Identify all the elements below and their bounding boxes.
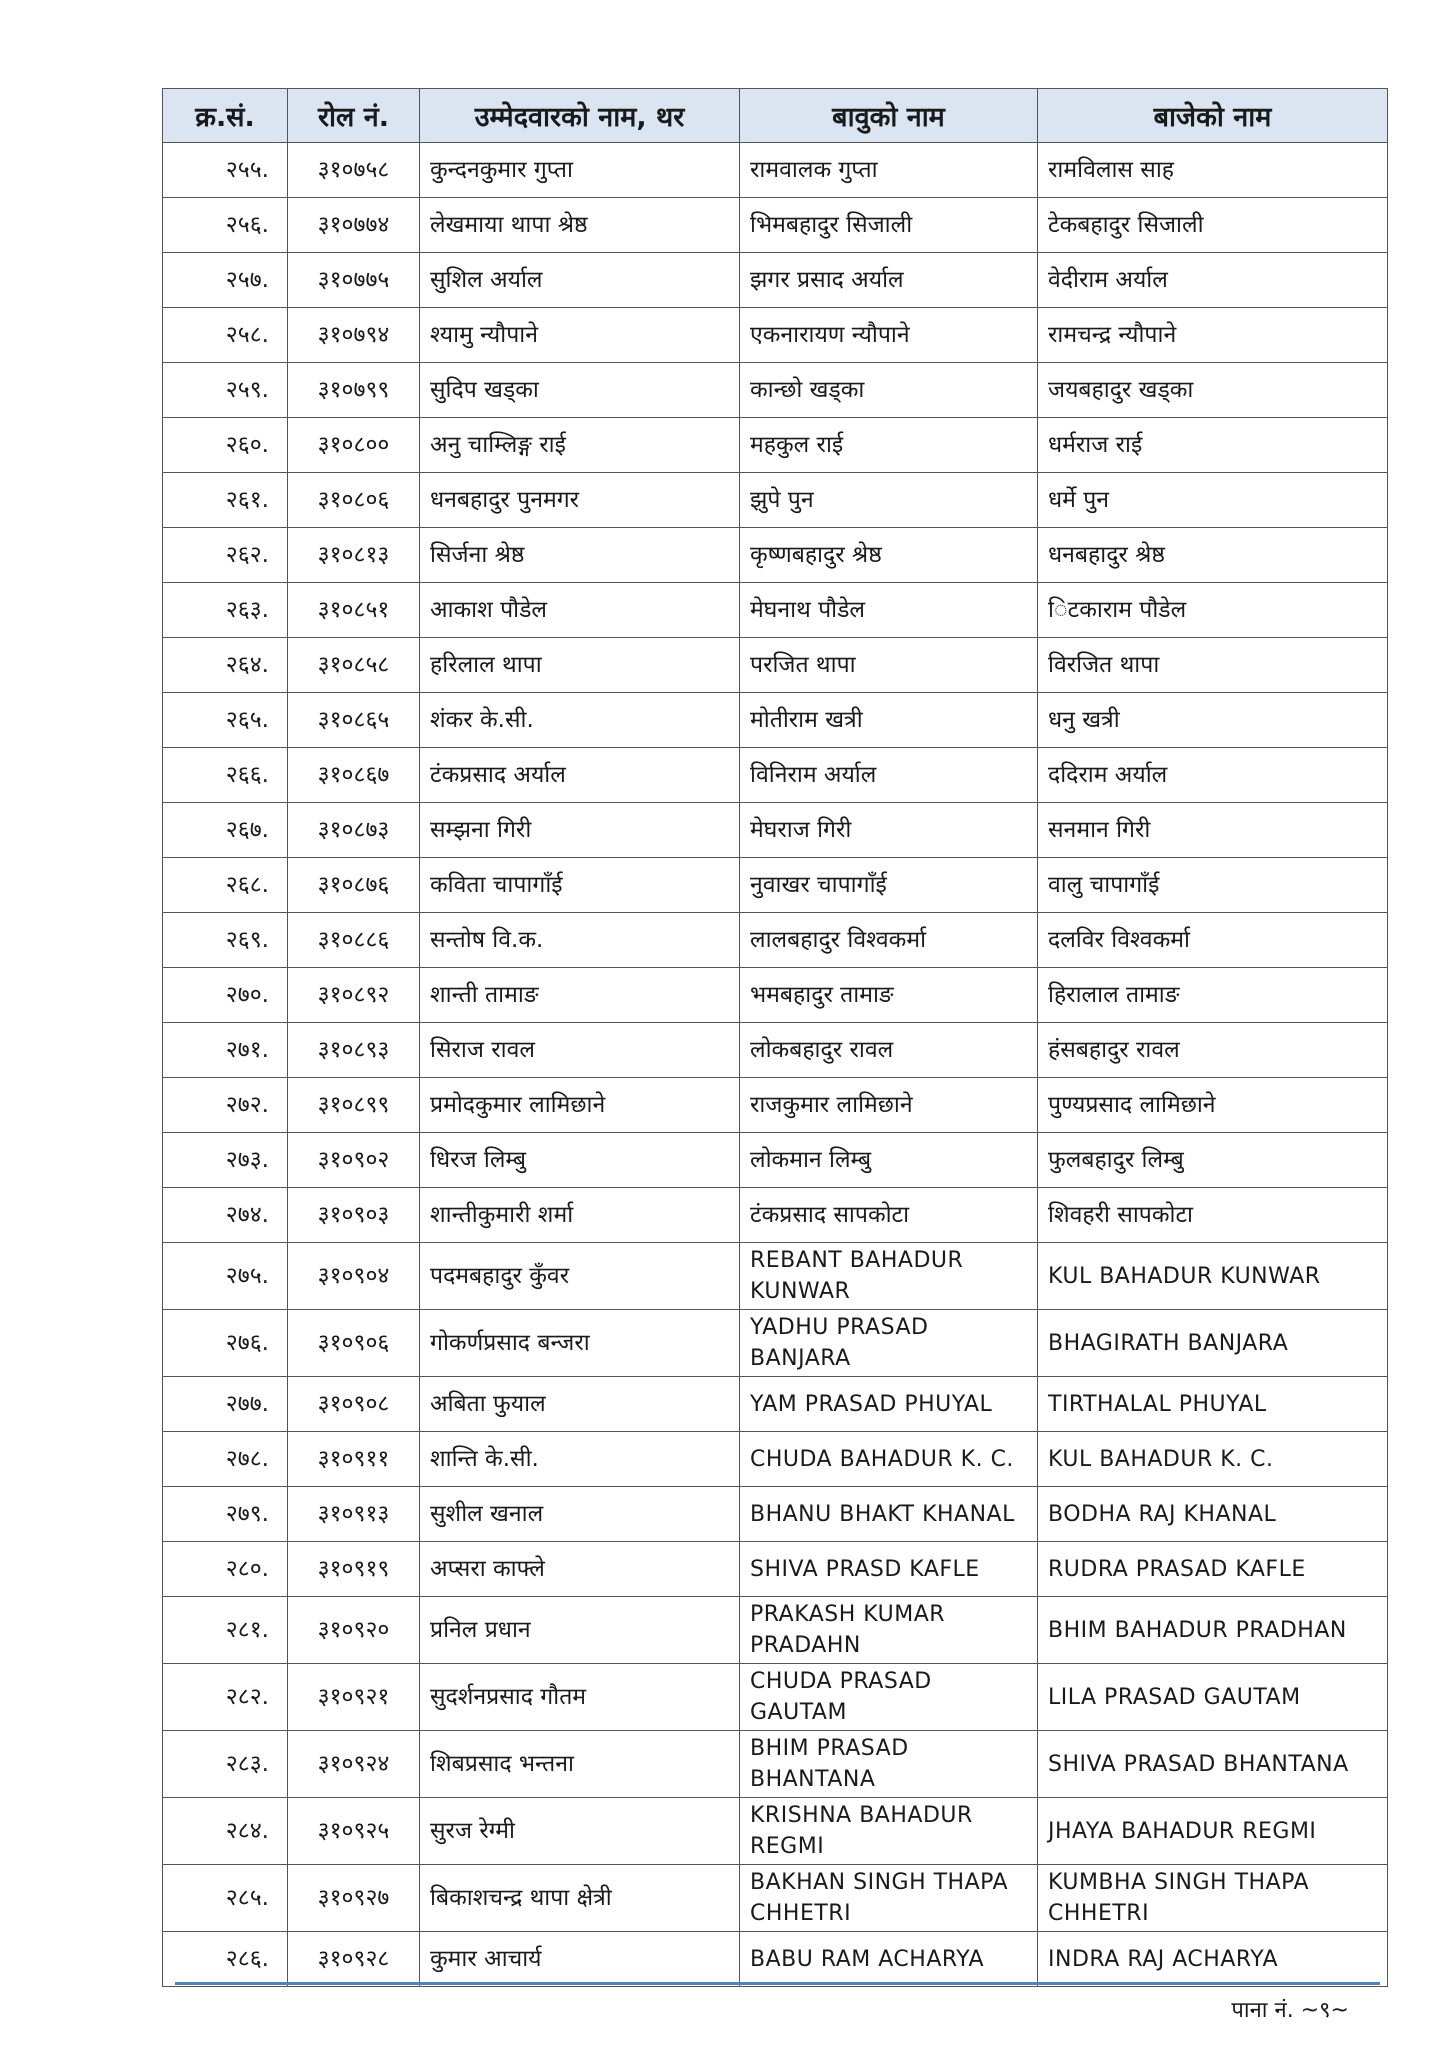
cell-roll: ३१०९११ — [288, 1432, 420, 1487]
cell-roll: ३१०८७३ — [288, 803, 420, 858]
cell-father-name: टंकप्रसाद सापकोटा — [740, 1188, 1038, 1243]
cell-serial: २८६. — [163, 1932, 288, 1987]
page-number: पाना नं. ~९~ — [1231, 1998, 1349, 2023]
cell-roll: ३१०९०२ — [288, 1133, 420, 1188]
table-row — [163, 1664, 1388, 1731]
cell-grandfather-name: LILA PRASAD GAUTAM — [1038, 1664, 1388, 1731]
cell-roll: ३१०९०४ — [288, 1243, 420, 1310]
cell-father-name: रामवालक गुप्ता — [740, 143, 1038, 198]
cell-candidate-name: सन्तोष वि.क. — [420, 913, 740, 968]
cell-roll: ३१०८८६ — [288, 913, 420, 968]
cell-father-name: विनिराम अर्याल — [740, 748, 1038, 803]
header-roll: रोल नं. — [288, 89, 420, 143]
table-row — [163, 1487, 1388, 1542]
cell-grandfather-name: धनबहादुर श्रेष्ठ — [1038, 528, 1388, 583]
cell-candidate-name: कुन्दनकुमार गुप्ता — [420, 143, 740, 198]
cell-roll: ३१०७७५ — [288, 253, 420, 308]
cell-grandfather-name: KUL BAHADUR KUNWAR — [1038, 1243, 1388, 1310]
cell-candidate-name: आकाश पौडेल — [420, 583, 740, 638]
cell-father-name: लालबहादुर विश्वकर्मा — [740, 913, 1038, 968]
cell-father-name: BAKHAN SINGH THAPA CHHETRI — [740, 1865, 1038, 1932]
cell-serial: २७५. — [163, 1243, 288, 1310]
cell-father-name: REBANT BAHADUR KUNWAR — [740, 1243, 1038, 1310]
table-row — [163, 1597, 1388, 1664]
cell-serial: २६४. — [163, 638, 288, 693]
table-row — [163, 528, 1388, 583]
table-row — [163, 1023, 1388, 1078]
table-body — [163, 143, 1388, 1987]
cell-candidate-name: अनु चाम्लिङ्ग राई — [420, 418, 740, 473]
cell-serial: २८३. — [163, 1731, 288, 1798]
cell-serial: २६३. — [163, 583, 288, 638]
cell-grandfather-name: विरजित थापा — [1038, 638, 1388, 693]
cell-grandfather-name: टेकबहादुर सिजाली — [1038, 198, 1388, 253]
cell-roll: ३१०९१३ — [288, 1487, 420, 1542]
cell-father-name: भमबहादुर तामाङ — [740, 968, 1038, 1023]
cell-father-name: BABU RAM ACHARYA — [740, 1932, 1038, 1987]
table-row — [163, 1432, 1388, 1487]
cell-candidate-name: सम्झना गिरी — [420, 803, 740, 858]
cell-roll: ३१०७७४ — [288, 198, 420, 253]
cell-father-name: लोकबहादुर रावल — [740, 1023, 1038, 1078]
table-row — [163, 1133, 1388, 1188]
cell-grandfather-name: ददिराम अर्याल — [1038, 748, 1388, 803]
cell-serial: २५८. — [163, 308, 288, 363]
cell-father-name: मेघनाथ पौडेल — [740, 583, 1038, 638]
cell-serial: २६९. — [163, 913, 288, 968]
candidate-table — [162, 88, 1388, 1987]
cell-grandfather-name: धर्मराज राई — [1038, 418, 1388, 473]
cell-roll: ३१०८६५ — [288, 693, 420, 748]
cell-serial: २७२. — [163, 1078, 288, 1133]
cell-grandfather-name: वेदीराम अर्याल — [1038, 253, 1388, 308]
table-row — [163, 638, 1388, 693]
cell-candidate-name: अप्सरा काफ्ले — [420, 1542, 740, 1597]
cell-candidate-name: धनबहादुर पुनमगर — [420, 473, 740, 528]
cell-serial: २६८. — [163, 858, 288, 913]
cell-father-name: महकुल राई — [740, 418, 1038, 473]
cell-father-name: BHIM PRASAD BHANTANA — [740, 1731, 1038, 1798]
table-row — [163, 1798, 1388, 1865]
cell-father-name: YAM PRASAD PHUYAL — [740, 1377, 1038, 1432]
header-father-name: बावुको नाम — [740, 89, 1038, 143]
cell-candidate-name: सुरज रेग्मी — [420, 1798, 740, 1865]
cell-grandfather-name: धनु खत्री — [1038, 693, 1388, 748]
cell-father-name: KRISHNA BAHADUR REGMI — [740, 1798, 1038, 1865]
table-row — [163, 1310, 1388, 1377]
header-grandfather-name: बाजेको नाम — [1038, 89, 1388, 143]
cell-roll: ३१०८१३ — [288, 528, 420, 583]
cell-serial: २५६. — [163, 198, 288, 253]
cell-grandfather-name: KUMBHA SINGH THAPA CHHETRI — [1038, 1865, 1388, 1932]
cell-grandfather-name: रामविलास साह — [1038, 143, 1388, 198]
cell-serial: २७७. — [163, 1377, 288, 1432]
cell-grandfather-name: हिरालाल तामाङ — [1038, 968, 1388, 1023]
table-row — [163, 363, 1388, 418]
cell-serial: २८१. — [163, 1597, 288, 1664]
cell-grandfather-name: दलविर विश्वकर्मा — [1038, 913, 1388, 968]
cell-grandfather-name: हंसबहादुर रावल — [1038, 1023, 1388, 1078]
cell-candidate-name: प्रनिल प्रधान — [420, 1597, 740, 1664]
footer-divider — [175, 1982, 1380, 1985]
table-row — [163, 583, 1388, 638]
cell-grandfather-name: सनमान गिरी — [1038, 803, 1388, 858]
cell-grandfather-name: JHAYA BAHADUR REGMI — [1038, 1798, 1388, 1865]
cell-candidate-name: सुदर्शनप्रसाद गौतम — [420, 1664, 740, 1731]
cell-candidate-name: सुशील खनाल — [420, 1487, 740, 1542]
cell-grandfather-name: BODHA RAJ KHANAL — [1038, 1487, 1388, 1542]
cell-serial: २७९. — [163, 1487, 288, 1542]
cell-roll: ३१०९०६ — [288, 1310, 420, 1377]
cell-roll: ३१०९२७ — [288, 1865, 420, 1932]
cell-grandfather-name: INDRA RAJ ACHARYA — [1038, 1932, 1388, 1987]
cell-serial: २६२. — [163, 528, 288, 583]
table-row — [163, 253, 1388, 308]
table-row — [163, 1243, 1388, 1310]
cell-roll: ३१०८९९ — [288, 1078, 420, 1133]
cell-father-name: झुपे पुन — [740, 473, 1038, 528]
cell-serial: २६१. — [163, 473, 288, 528]
cell-candidate-name: सिर्जना श्रेष्ठ — [420, 528, 740, 583]
cell-roll: ३१०८९३ — [288, 1023, 420, 1078]
table-row — [163, 693, 1388, 748]
cell-father-name: मेघराज गिरी — [740, 803, 1038, 858]
cell-serial: २७०. — [163, 968, 288, 1023]
cell-grandfather-name: SHIVA PRASAD BHANTANA — [1038, 1731, 1388, 1798]
cell-grandfather-name: KUL BAHADUR K. C. — [1038, 1432, 1388, 1487]
cell-candidate-name: अबिता फुयाल — [420, 1377, 740, 1432]
cell-serial: २५७. — [163, 253, 288, 308]
cell-roll: ३१०९२८ — [288, 1932, 420, 1987]
cell-roll: ३१०९२४ — [288, 1731, 420, 1798]
cell-candidate-name: सुदिप खड्का — [420, 363, 740, 418]
header-candidate-name: उम्मेदवारको नाम, थर — [420, 89, 740, 143]
cell-roll: ३१०९२५ — [288, 1798, 420, 1865]
cell-father-name: राजकुमार लामिछाने — [740, 1078, 1038, 1133]
cell-candidate-name: शान्तीकुमारी शर्मा — [420, 1188, 740, 1243]
cell-serial: २५५. — [163, 143, 288, 198]
table-row — [163, 1188, 1388, 1243]
table-row — [163, 748, 1388, 803]
cell-roll: ३१०८७६ — [288, 858, 420, 913]
cell-candidate-name: शिबप्रसाद भन्तना — [420, 1731, 740, 1798]
cell-roll: ३१०८०६ — [288, 473, 420, 528]
cell-serial: २५९. — [163, 363, 288, 418]
cell-grandfather-name: धर्मे पुन — [1038, 473, 1388, 528]
cell-grandfather-name: BHIM BAHADUR PRADHAN — [1038, 1597, 1388, 1664]
cell-roll: ३१०९२१ — [288, 1664, 420, 1731]
table-row — [163, 143, 1388, 198]
cell-serial: २८४. — [163, 1798, 288, 1865]
cell-grandfather-name: िटकाराम पौडेल — [1038, 583, 1388, 638]
table-row — [163, 803, 1388, 858]
cell-roll: ३१०७९४ — [288, 308, 420, 363]
cell-roll: ३१०९०३ — [288, 1188, 420, 1243]
cell-candidate-name: शंकर के.सी. — [420, 693, 740, 748]
table-row — [163, 913, 1388, 968]
cell-candidate-name: लेखमाया थापा श्रेष्ठ — [420, 198, 740, 253]
cell-father-name: कान्छो खड्का — [740, 363, 1038, 418]
cell-candidate-name: धिरज लिम्बु — [420, 1133, 740, 1188]
cell-candidate-name: शान्ती तामाङ — [420, 968, 740, 1023]
table-row — [163, 1731, 1388, 1798]
table-row — [163, 1932, 1388, 1987]
cell-serial: २८५. — [163, 1865, 288, 1932]
cell-father-name: YADHU PRASAD BANJARA — [740, 1310, 1038, 1377]
cell-roll: ३१०८५८ — [288, 638, 420, 693]
table-row — [163, 1542, 1388, 1597]
cell-serial: २७३. — [163, 1133, 288, 1188]
cell-father-name: BHANU BHAKT KHANAL — [740, 1487, 1038, 1542]
cell-serial: २७१. — [163, 1023, 288, 1078]
cell-serial: २७४. — [163, 1188, 288, 1243]
table-row — [163, 858, 1388, 913]
cell-serial: २६६. — [163, 748, 288, 803]
cell-grandfather-name: फुलबहादुर लिम्बु — [1038, 1133, 1388, 1188]
cell-roll: ३१०७५८ — [288, 143, 420, 198]
cell-father-name: भिमबहादुर सिजाली — [740, 198, 1038, 253]
cell-grandfather-name: पुण्यप्रसाद लामिछाने — [1038, 1078, 1388, 1133]
cell-candidate-name: कुमार आचार्य — [420, 1932, 740, 1987]
cell-grandfather-name: शिवहरी सापकोटा — [1038, 1188, 1388, 1243]
cell-father-name: कृष्णबहादुर श्रेष्ठ — [740, 528, 1038, 583]
cell-serial: २८०. — [163, 1542, 288, 1597]
table-row — [163, 473, 1388, 528]
cell-candidate-name: शान्ति के.सी. — [420, 1432, 740, 1487]
cell-roll: ३१०८९२ — [288, 968, 420, 1023]
cell-serial: २७८. — [163, 1432, 288, 1487]
cell-roll: ३१०८०० — [288, 418, 420, 473]
header-serial: क्र.सं. — [163, 89, 288, 143]
cell-grandfather-name: TIRTHALAL PHUYAL — [1038, 1377, 1388, 1432]
cell-candidate-name: गोकर्णप्रसाद बन्जरा — [420, 1310, 740, 1377]
table-row — [163, 1078, 1388, 1133]
table-row — [163, 198, 1388, 253]
cell-grandfather-name: वालु चापागाँई — [1038, 858, 1388, 913]
cell-candidate-name: कविता चापागाँई — [420, 858, 740, 913]
cell-roll: ३१०८६७ — [288, 748, 420, 803]
cell-serial: २६७. — [163, 803, 288, 858]
cell-candidate-name: प्रमोदकुमार लामिछाने — [420, 1078, 740, 1133]
cell-father-name: मोतीराम खत्री — [740, 693, 1038, 748]
cell-serial: २६५. — [163, 693, 288, 748]
table-row — [163, 308, 1388, 363]
table-row — [163, 1377, 1388, 1432]
cell-candidate-name: बिकाशचन्द्र थापा क्षेत्री — [420, 1865, 740, 1932]
cell-grandfather-name: RUDRA PRASAD KAFLE — [1038, 1542, 1388, 1597]
table-row — [163, 968, 1388, 1023]
table-header-row — [163, 89, 1388, 143]
cell-serial: २७६. — [163, 1310, 288, 1377]
cell-candidate-name: सुशिल अर्याल — [420, 253, 740, 308]
cell-father-name: झगर प्रसाद अर्याल — [740, 253, 1038, 308]
cell-father-name: PRAKASH KUMAR PRADAHN — [740, 1597, 1038, 1664]
cell-serial: २८२. — [163, 1664, 288, 1731]
cell-father-name: एकनारायण न्यौपाने — [740, 308, 1038, 363]
cell-grandfather-name: रामचन्द्र न्यौपाने — [1038, 308, 1388, 363]
cell-father-name: नुवाखर चापागाँई — [740, 858, 1038, 913]
cell-roll: ३१०९२० — [288, 1597, 420, 1664]
cell-serial: २६०. — [163, 418, 288, 473]
cell-candidate-name: टंकप्रसाद अर्याल — [420, 748, 740, 803]
cell-roll: ३१०७९९ — [288, 363, 420, 418]
cell-candidate-name: सिराज रावल — [420, 1023, 740, 1078]
cell-grandfather-name: BHAGIRATH BANJARA — [1038, 1310, 1388, 1377]
cell-father-name: CHUDA PRASAD GAUTAM — [740, 1664, 1038, 1731]
table-row — [163, 418, 1388, 473]
cell-father-name: लोकमान लिम्बु — [740, 1133, 1038, 1188]
cell-grandfather-name: जयबहादुर खड्का — [1038, 363, 1388, 418]
cell-roll: ३१०९१९ — [288, 1542, 420, 1597]
cell-father-name: CHUDA BAHADUR K. C. — [740, 1432, 1038, 1487]
cell-candidate-name: श्यामु न्यौपाने — [420, 308, 740, 363]
cell-roll: ३१०९०८ — [288, 1377, 420, 1432]
cell-candidate-name: हरिलाल थापा — [420, 638, 740, 693]
table-row — [163, 1865, 1388, 1932]
cell-roll: ३१०८५१ — [288, 583, 420, 638]
cell-father-name: SHIVA PRASD KAFLE — [740, 1542, 1038, 1597]
cell-candidate-name: पदमबहादुर कुँवर — [420, 1243, 740, 1310]
cell-father-name: परजित थापा — [740, 638, 1038, 693]
